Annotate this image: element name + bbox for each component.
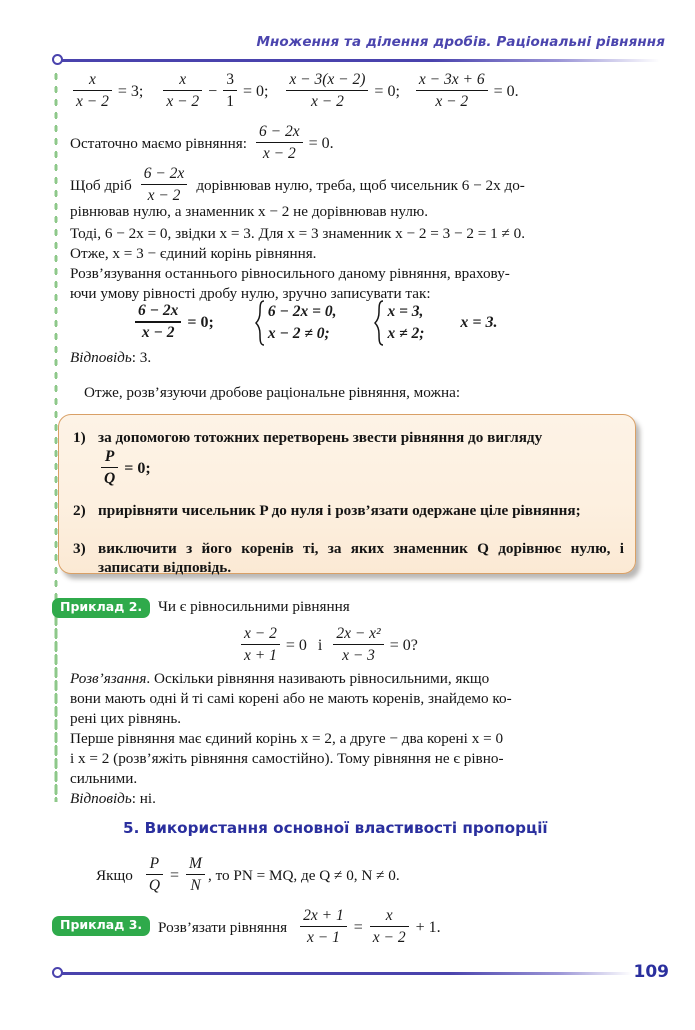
final-equation-label: Остаточно маємо рівняння: <box>70 134 247 152</box>
ex2-left-denominator: x + 1 <box>244 646 277 664</box>
eq4-denominator: x − 2 <box>435 92 469 110</box>
equation-line-1 <box>70 72 522 111</box>
s5-right-denominator: N <box>190 876 201 894</box>
ex2-right-denominator: x − 3 <box>342 646 375 664</box>
paragraph-1-row <box>70 166 525 205</box>
example-2-equations <box>238 626 421 665</box>
p1-frac-numerator: 6 − 2x <box>143 165 185 182</box>
equation-2 <box>160 72 271 111</box>
final-eq-denominator: x − 2 <box>262 144 296 162</box>
rule-formula-rhs: = 0; <box>124 460 151 478</box>
eq4-rhs: = 0. <box>493 82 519 100</box>
paragraph-6: Отже, розв’язуючи дробове раціональне рівняння, можна: <box>84 384 461 401</box>
ex3-right-numerator: x <box>385 907 393 924</box>
paragraph-1-part-c: рівнював нулю, а знаменник x − 2 не дорівнював нулю. <box>70 203 429 220</box>
solution-line-4: Перше рівняння має єдиний корінь x = 2, а друге − два корені x = 0 <box>70 730 504 747</box>
example-2-badge: Приклад 2. <box>52 598 150 618</box>
eq3-rhs: = 0; <box>374 82 400 100</box>
example-3-eq-left <box>297 908 350 947</box>
ex3-left-denominator: x − 1 <box>307 928 340 946</box>
system-brace-group-2 <box>374 300 424 346</box>
rules-callout-box <box>58 414 636 574</box>
system-row <box>132 300 498 346</box>
solution-label: Розв’язання <box>70 670 147 687</box>
section-5-fraction-right <box>183 856 208 895</box>
rule-item-1-formula <box>98 449 154 488</box>
solution-line-2: вони мають одні й ті самі корені або не мають коренів, знайдемо ко- <box>70 690 512 707</box>
paragraph-2: Тоді, 6 − 2x = 0, звідки x = 3. Для x = 3 знаменник x − 2 = 3 − 2 = 1 ≠ 0. <box>70 225 526 242</box>
ex3-left-numerator: 2x + 1 <box>303 907 344 924</box>
section-5-tail: , то PN = MQ, де Q ≠ 0, N ≠ 0. <box>207 866 400 884</box>
example-3-eq-right <box>367 908 412 947</box>
eq2-denominator-1: x − 2 <box>166 92 200 110</box>
s5-right-numerator: M <box>189 855 202 872</box>
example-2-eq-left <box>238 626 310 665</box>
example-2-conjunction: і <box>317 636 323 654</box>
ex3-right-denominator: x − 2 <box>372 928 406 946</box>
left-brace-icon-1 <box>255 300 265 346</box>
system-2-line-2: x ≠ 2; <box>387 325 425 342</box>
paragraph-5: ючи умову рівності дробу нулю, зручно записувати так: <box>70 285 431 302</box>
system-brace-group-1 <box>255 300 337 346</box>
footer-rule <box>60 972 632 975</box>
header-title: Множення та ділення дробів. Раціональні рівняння <box>256 34 665 50</box>
system-lhs-rhs: = 0; <box>187 313 214 331</box>
system-lhs <box>132 303 217 342</box>
solution-line-5: і x = 2 (розв’яжіть рівняння самостійно). Тому рівняння не є рівно- <box>70 750 504 767</box>
system-1-line-1: 6 − 2x = 0, <box>267 303 337 320</box>
example-3-tail: + 1. <box>415 918 441 936</box>
final-equation-row <box>70 124 337 163</box>
section-5-heading: 5. Використання основної властивості пропорції <box>123 819 548 837</box>
answer-2-row <box>70 789 156 809</box>
system-lhs-numerator: 6 − 2x <box>138 302 179 320</box>
paragraph-4: Розв’язування останнього рівносильного даному рівняння, врахову- <box>70 265 510 282</box>
eq2-denominator-2: 1 <box>226 92 234 110</box>
example-2-eq-right <box>330 626 421 665</box>
footer-rule-dot-icon <box>52 967 63 978</box>
eq2-rhs: = 0; <box>242 82 269 100</box>
rule-item-1-marker: 1) <box>73 429 86 446</box>
solution-line-3: рені цих рівнянь. <box>70 710 182 727</box>
system-lhs-denominator: x − 2 <box>141 324 175 342</box>
rule-formula-numerator: P <box>104 448 115 465</box>
eq3-denominator: x − 2 <box>310 92 344 110</box>
s5-left-numerator: P <box>149 855 160 872</box>
eq2-operator: − <box>208 82 218 100</box>
rule-item-1-text: за допомогою тотожних перетворень звести рівняння до вигляду <box>98 429 543 446</box>
ex2-right-rhs: = 0? <box>389 636 418 654</box>
paragraph-1-part-a: Щоб дріб <box>70 176 132 194</box>
rule-item-3-text: виключити з його коренів ті, за яких знаменник Q дорівнює нулю, і записати відповідь. <box>98 540 624 576</box>
eq1-numerator: x <box>88 71 96 88</box>
system-result: x = 3. <box>460 314 498 331</box>
s5-left-denominator: Q <box>148 876 161 894</box>
example-3-equals-sign: = <box>353 918 363 936</box>
example-3-row <box>158 908 441 947</box>
eq2-numerator-2: 3 <box>226 71 234 88</box>
equation-1 <box>70 72 146 111</box>
solution-line-6: сильними. <box>70 770 138 787</box>
ex2-left-numerator: x − 2 <box>244 625 277 642</box>
paragraph-1-fraction <box>138 166 191 205</box>
section-5-if-word: Якщо <box>96 866 133 884</box>
section-5-formula-row <box>96 856 400 895</box>
eq1-denominator: x − 2 <box>76 92 109 110</box>
solution-line-1: . Оскільки рівняння називають рівносильними, якщо <box>146 670 490 687</box>
final-equation <box>253 124 337 163</box>
p1-frac-denominator: x − 2 <box>147 186 181 204</box>
eq3-numerator: x − 3(x − 2) <box>289 71 366 88</box>
ex2-left-rhs: = 0 <box>285 636 307 654</box>
page-number: 109 <box>633 962 669 982</box>
paragraph-3: Отже, x = 3 − єдиний корінь рівняння. <box>70 245 317 262</box>
rule-item-3-marker: 3) <box>73 540 86 557</box>
example-2-prompt: Чи є рівносильними рівняння <box>158 598 350 615</box>
header-rule <box>60 59 660 62</box>
example-3-prompt: Розв’язати рівняння <box>158 918 288 936</box>
answer-2-label: Відповідь <box>70 790 132 807</box>
system-1-line-2: x − 2 ≠ 0; <box>267 325 330 342</box>
section-5-equals-sign: = <box>170 866 180 884</box>
eq1-rhs: = 3; <box>117 82 144 100</box>
example-3-badge: Приклад 3. <box>52 916 150 936</box>
system-2-line-1: x = 3, <box>387 303 424 320</box>
answer-2-value: : ні. <box>131 790 156 807</box>
answer-1-row <box>70 348 151 368</box>
left-brace-icon-2 <box>374 300 384 346</box>
margin-dot-column-lower <box>53 612 59 802</box>
eq2-numerator-1: x <box>179 71 187 88</box>
rule-formula-denominator: Q <box>104 469 116 487</box>
equation-4 <box>413 72 522 111</box>
rule-item-2-text: прирівняти чисельник P до нуля і розв’язати одержане ціле рівняння; <box>98 502 581 519</box>
final-eq-rhs: = 0. <box>308 134 334 152</box>
header-rule-dot-icon <box>52 54 63 65</box>
paragraph-1-part-b: дорівнював нулю, треба, щоб чисельник 6 − 2x до- <box>196 176 525 194</box>
final-eq-numerator: 6 − 2x <box>259 123 300 140</box>
page-header <box>0 34 695 56</box>
ex2-right-numerator: 2x − x² <box>336 625 381 642</box>
example-2-solution-line-1 <box>70 669 646 689</box>
answer-1-label: Відповідь <box>70 349 132 366</box>
eq4-numerator: x − 3x + 6 <box>418 71 485 88</box>
section-5-fraction-left <box>143 856 166 895</box>
rule-item-2-marker: 2) <box>73 502 86 519</box>
answer-1-value: : 3. <box>131 349 152 366</box>
equation-3 <box>283 72 402 111</box>
